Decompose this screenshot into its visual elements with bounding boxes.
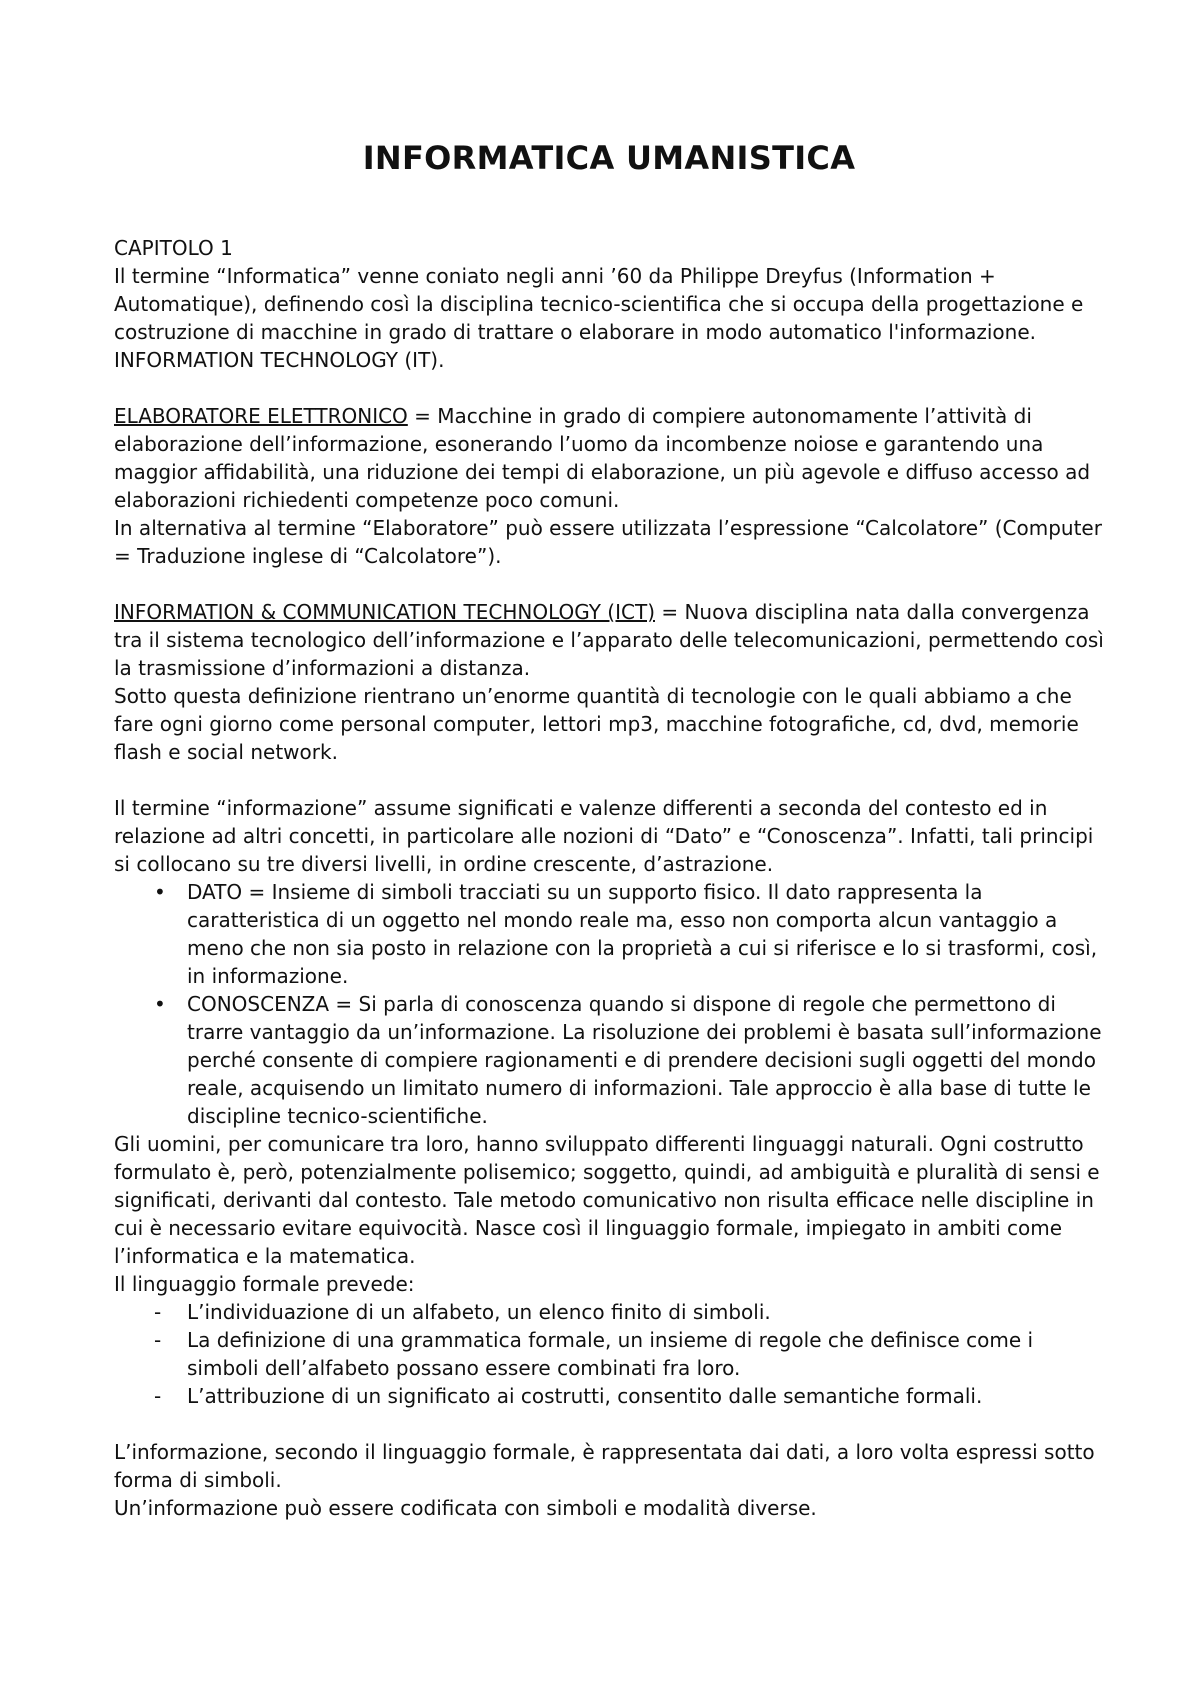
list-item bbox=[114, 878, 1104, 990]
list-item bbox=[114, 1298, 1104, 1326]
list-item bbox=[114, 1382, 1104, 1410]
chapter-heading: CAPITOLO 1 bbox=[114, 236, 233, 260]
list-item bbox=[114, 1326, 1104, 1382]
dash-marker: - bbox=[154, 1384, 162, 1408]
bullet-marker: • bbox=[154, 992, 166, 1016]
paragraph-calcolatore: In alternativa al termine “Elaboratore” può essere utilizzata l’espressione “Calcolatore” (Computer = Traduzione inglese di “Calcolatore”). bbox=[114, 516, 1102, 568]
document-title: INFORMATICA UMANISTICA bbox=[362, 139, 856, 177]
paragraph-elaboratore bbox=[114, 402, 1104, 514]
dash-marker: - bbox=[154, 1300, 162, 1324]
term-elaboratore-elettronico: ELABORATORE ELETTRONICO bbox=[114, 404, 408, 428]
term-ict: INFORMATION & COMMUNICATION TECHNOLOGY (ICT) bbox=[114, 600, 655, 624]
definition-ict: = Nuova disciplina nata dalla convergenza tra il sistema tecnologico dell’informazione e l’apparato delle telecomunicazioni, permettendo così la trasmissione d’informazioni a distanza. bbox=[114, 600, 1104, 680]
dash-list bbox=[114, 1298, 1104, 1410]
definition-elaboratore: = Macchine in grado di compiere autonomamente l’attività di elaborazione dell’informazione, esonerando l’uomo da incombenze noiose e garantendo una maggior affidabilità, una riduzione dei tempi di elaborazione, un più agevole e diffuso accesso ad elaborazioni richiedenti competenze poco comuni. bbox=[114, 404, 1091, 512]
list-item-text: L’individuazione di un alfabeto, un elenco finito di simboli. bbox=[187, 1300, 771, 1324]
paragraph-informatica: Il termine “Informatica” venne coniato negli anni ’60 da Philippe Dreyfus (Information + Automatique), definendo così la disciplina tecnico-scientifica che si occupa della progettazione e costruzione di macchine in grado di trattare o elaborare in modo automatico l'informazione. INFORMATION TECHNOLOGY (IT). bbox=[114, 264, 1084, 372]
paragraph-linguaggio-formale: Il linguaggio formale prevede: bbox=[114, 1272, 415, 1296]
bullet-list bbox=[114, 878, 1104, 1130]
paragraph-ict bbox=[114, 598, 1104, 682]
list-item-text: L’attribuzione di un significato ai costrutti, consentito dalle semantiche formali. bbox=[187, 1384, 983, 1408]
paragraph-dati-simboli: L’informazione, secondo il linguaggio formale, è rappresentata dai dati, a loro volta espressi sotto forma di simboli. bbox=[114, 1440, 1095, 1492]
paragraph-codifica: Un’informazione può essere codificata con simboli e modalità diverse. bbox=[114, 1496, 817, 1520]
paragraph-linguaggi: Gli uomini, per comunicare tra loro, hanno sviluppato differenti linguaggi naturali. Ogni costrutto formulato è, però, potenzialmente polisemico; soggetto, quindi, ad ambiguità e pluralità di sensi e significati, derivanti dal contesto. Tale metodo comunicativo non risulta efficace nelle discipline in cui è necessario evitare equivocità. Nasce così il linguaggio formale, impiegato in ambiti come l’informatica e la matematica. bbox=[114, 1132, 1100, 1268]
list-item-text: CONOSCENZA = Si parla di conoscenza quando si dispone di regole che permettono di trarre vantaggio da un’informazione. La risoluzione dei problemi è basata sull’informazione perché consente di compiere ragionamenti e di prendere decisioni sugli oggetti del mondo reale, acquisendo un limitato numero di informazioni. Tale approccio è alla base di tutte le discipline tecnico-scientifiche. bbox=[187, 992, 1102, 1128]
list-item bbox=[114, 990, 1104, 1130]
paragraph-tecnologie: Sotto questa definizione rientrano un’enorme quantità di tecnologie con le quali abbiamo a che fare ogni giorno come personal computer, lettori mp3, macchine fotografiche, cd, dvd, memorie flash e social network. bbox=[114, 684, 1079, 764]
bullet-marker: • bbox=[154, 880, 166, 904]
list-item-text: La definizione di una grammatica formale, un insieme di regole che definisce come i simboli dell’alfabeto possano essere combinati fra loro. bbox=[187, 1328, 1034, 1380]
paragraph-informazione: Il termine “informazione” assume significati e valenze differenti a seconda del contesto ed in relazione ad altri concetti, in particolare alle nozioni di “Dato” e “Conoscenza”. Infatti, tali principi si collocano su tre diversi livelli, in ordine crescente, d’astrazione. bbox=[114, 796, 1094, 876]
document-body bbox=[114, 234, 1104, 1522]
list-item-text: DATO = Insieme di simboli tracciati su un supporto fisico. Il dato rappresenta la caratteristica di un oggetto nel mondo reale ma, esso non comporta alcun vantaggio a meno che non sia posto in relazione con la proprietà a cui si riferisce e lo si trasformi, così, in informazione. bbox=[187, 880, 1098, 988]
dash-marker: - bbox=[154, 1328, 162, 1352]
